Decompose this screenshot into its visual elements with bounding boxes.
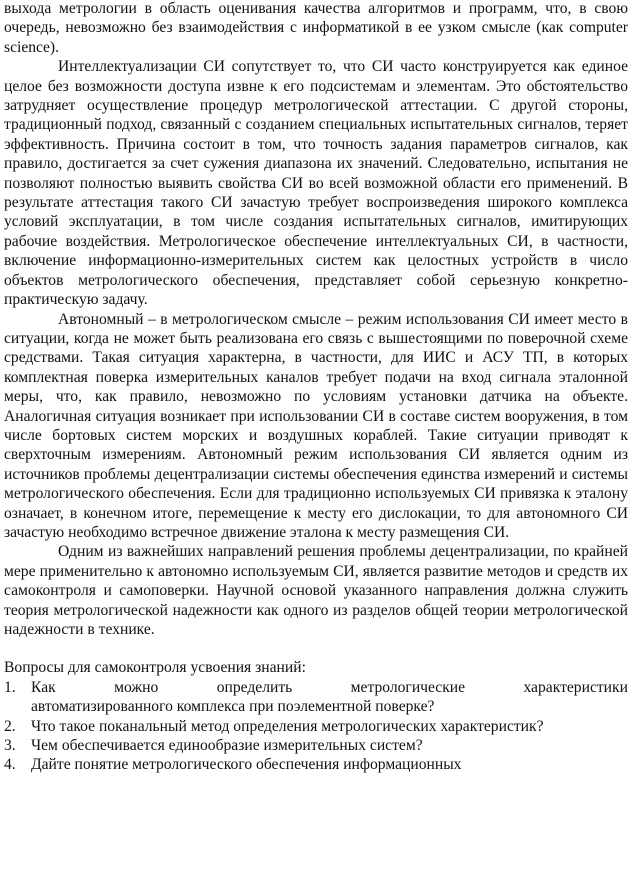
spacer: [4, 639, 628, 658]
question-item: [4, 678, 628, 717]
question-word: характеристики: [523, 678, 628, 696]
question-text: [31, 678, 628, 717]
questions-heading: Вопросы для самоконтроля усвоения знаний:: [4, 659, 306, 677]
paragraph-lead-fragment: выхода метрологии в область оценивания качества алгоритмов и программ, что, в свою очередь, невозможно без взаимодействия с информатикой в ее узком смысле (как computer science).: [4, 0, 628, 56]
question-text: Что такое поканальный метод определения метрологических характеристик?: [31, 717, 544, 735]
question-text-line: автоматизированного комплекса при поэлементной поверке?: [31, 698, 435, 716]
paragraph-intellectualization: Интеллектуализации СИ сопутствует то, что СИ часто конструируется как единое целое без возможности доступа извне к его подсистемам и элементам. Это обстоятельство затрудняет осуществление процедур метрологической аттестации. С другой стороны, традиционный подход, связанный с созданием специальных испытательных сигналов, теряет эффективность. Причина состоит в том, что точность задания параметров сигналов, как правило, достигается за счет сужения диапазона их значений. Следовательно, испытания не позволяют полностью выявить свойства СИ во всей возможной области его применений. В результате аттестация такого СИ зачастую требует воспроизведения широкого комплекса условий эксплуатации, в том числе создания испытательных сигналов, имитирующих рабочие воздействия. Метрологическое обеспечение интеллектуальных СИ, в частности, включение информационно-измерительных систем как целостных устройств в число объектов метрологического обеспечения, представляет собой серьезную конкретно-практическую задачу.: [4, 58, 628, 309]
question-number: 1.: [4, 678, 16, 696]
question-item: [4, 717, 628, 736]
question-item: [4, 755, 628, 774]
question-word: метрологические: [350, 678, 466, 696]
paragraph-autonomous-mode: Автономный – в метрологическом смысле – режим использования СИ имеет место в ситуации, когда не может быть реализована его связь с вышестоящими по поверочной схеме средствами. Такая ситуация характерна, в частности, для ИИС и АСУ ТП, в которых комплектная поверка измерительных каналов требует подачи на вход сигнала эталонной меры, что, как правило, невозможно по условиям установки датчика на объекте. Аналогичная ситуация возникает при использовании СИ в составе систем вооружения, в том числе бортовых систем морских и воздушных кораблей. Такие ситуации приводят к сверхточным измерениям. Автономный режим использования СИ является одним из источников проблемы децентрализации системы обеспечения единства измерений и системы метрологического обеспечения. Если для традиционно используемых СИ привязка к эталону означает, в конечном итоге, перемещение к месту его дислокации, то для автономного СИ зачастую необходимо встречное движение эталона к месту размещения СИ.: [4, 310, 628, 541]
question-word: Как: [31, 678, 56, 696]
question-item: [4, 736, 628, 755]
question-text: Чем обеспечивается единообразие измерительных систем?: [31, 737, 423, 755]
paragraph-decentralization: Одним из важнейших направлений решения проблемы децентрализации, по крайней мере применительно к автономно используемым СИ, является развитие методов и средств их самоконтроля и самоповерки. Научной основой указанного направления должна служить теория метрологической надежности как одного из разделов общей теории метрологической надежности в технике.: [4, 543, 628, 638]
questions-list: [4, 678, 628, 775]
question-text-line: [31, 678, 628, 697]
question-number: 3.: [4, 737, 16, 755]
question-text: Дайте понятие метрологического обеспечения информационных: [31, 756, 462, 774]
question-word: можно: [114, 678, 159, 696]
question-word: определить: [216, 678, 293, 696]
question-number: 2.: [4, 717, 16, 735]
question-number: 4.: [4, 756, 16, 774]
